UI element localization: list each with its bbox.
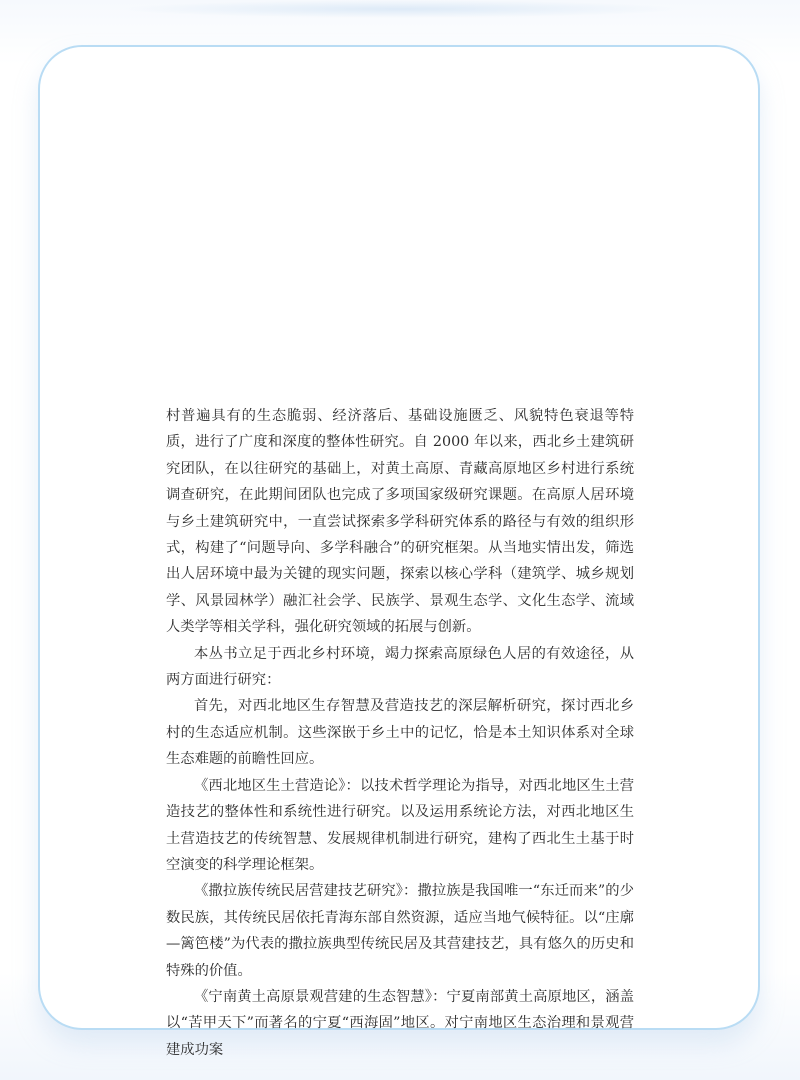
body-text	[166, 403, 634, 1063]
paragraph-4: 《西北地区生土营造论》：以技术哲学理论为指导，对西北地区生土营造技艺的整体性和系统性进行研究。以及运用系统论方法，对西北地区生土营造技艺的传统智慧、发展规律机制进行研究，建构了西北生土基于时空演变的科学理论框架。	[166, 777, 634, 873]
paragraph-3: 首先，对西北地区生存智慧及营造技艺的深层解析研究，探讨西北乡村的生态适应机制。这些深嵌于乡土中的记忆，恰是本土知识体系对全球生态难题的前瞻性回应。	[166, 698, 634, 768]
paragraph-5: 《撒拉族传统民居营建技艺研究》：撒拉族是我国唯一“东迁而来”的少数民族，其传统民居依托青海东部自然资源，适应当地气候特征。以“庄廓—篱笆楼”为代表的撒拉族典型传统民居及其营建技艺，具有悠久的历史和特殊的价值。	[166, 883, 634, 979]
paragraph-6: 《宁南黄土高原景观营建的生态智慧》：宁夏南部黄土高原地区，涵盖以“苦甲天下”而著名的宁夏“西海固”地区。对宁南地区生态治理和景观营建成功案	[166, 988, 634, 1058]
paragraph-2: 本丛书立足于西北乡村环境，竭力探索高原绿色人居的有效途径，从两方面进行研究：	[166, 645, 634, 689]
top-shadow	[120, 0, 680, 18]
paragraph-1: 村普遍具有的生态脆弱、经济落后、基础设施匮乏、风貌特色衰退等特质，进行了广度和深度的整体性研究。自 2000 年以来，西北乡土建筑研究团队，在以往研究的基础上，对黄土高原、青藏高原地区乡村进行系统调查研究，在此期间团队也完成了多项国家级研究课题。在高原人居环境与乡土建筑研究中，一直尝试探索多学科研究体系的路径与有效的组织形式，构建了“问题导向、多学科融合”的研究框架。从当地实情出发，筛选出人居环境中最为关键的现实问题，探索以核心学科（建筑学、城乡规划学、风景园林学）融汇社会学、民族学、景观生态学、文化生态学、流域人类学等相关学科，强化研究领域的拓展与创新。	[166, 408, 634, 636]
